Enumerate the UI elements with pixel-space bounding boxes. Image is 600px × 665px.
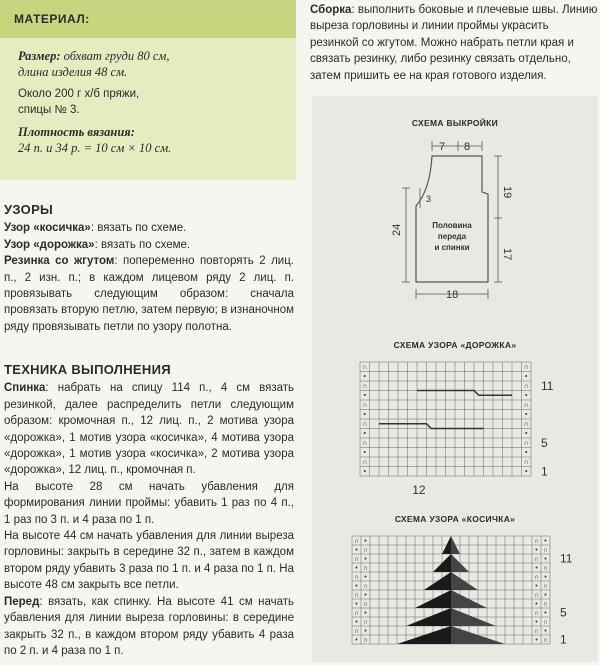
dim-top-left: 7 xyxy=(439,141,446,153)
track-stitch-symbol: • xyxy=(363,468,366,476)
braid-stitch-symbol: ∩ xyxy=(542,564,549,572)
yarn-line-2: спицы № 3. xyxy=(18,104,80,116)
pattern-schema-title: СХЕМА ВЫКРОЙКИ xyxy=(411,118,499,128)
braid-stitch-symbol: • xyxy=(535,582,538,590)
track-col-label: 12 xyxy=(412,483,426,494)
patterns-title: УЗОРЫ xyxy=(4,202,54,217)
braid-stitch-symbol: • xyxy=(355,636,358,644)
braid-row-label: 11 xyxy=(560,551,573,566)
armhole-paragraph: На высоте 28 см начать убавления для формирования линии проймы: убавить 1 раз по 4 п., 1 раз по 3 п. и 4 раза по 1 п. xyxy=(4,480,294,526)
braid-stitch-symbol: ∩ xyxy=(362,582,369,590)
braid-stitch-symbol: ∩ xyxy=(542,582,549,590)
dim-armhole: 3 xyxy=(426,194,432,204)
braid-stitch-symbol: ∩ xyxy=(353,627,360,635)
braid-stitch-symbol: ∩ xyxy=(353,591,360,599)
dim-bottom: 18 xyxy=(446,289,459,301)
track-schema-diagram xyxy=(312,354,598,494)
braid-stitch-symbol: • xyxy=(355,564,358,572)
track-row-label: 11 xyxy=(541,378,554,393)
track-stitch-symbol: • xyxy=(525,449,528,457)
track-stitch-symbol: • xyxy=(363,411,366,419)
track-stitch-symbol: ∩ xyxy=(523,383,529,391)
piece-label-3: и спинки xyxy=(434,243,470,252)
track-stitch-symbol: ∩ xyxy=(523,421,529,429)
track-stitch-symbol: ∩ xyxy=(362,459,368,467)
track-stitch-symbol: ∩ xyxy=(523,459,529,467)
braid-stitch-symbol: • xyxy=(535,600,538,608)
braid-stitch-symbol: • xyxy=(364,573,367,581)
braid-stitch-symbol: ∩ xyxy=(353,609,360,617)
track-stitch-symbol: ∩ xyxy=(362,364,368,372)
pattern-schema-diagram xyxy=(312,132,598,312)
dim-left-height: 24 xyxy=(391,223,403,236)
material-box xyxy=(0,0,296,180)
braid-stitch-symbol: • xyxy=(535,546,538,554)
braid-stitch-symbol: ∩ xyxy=(362,636,369,644)
braid-stitch-symbol: ∩ xyxy=(533,627,540,635)
track-stitch-symbol: • xyxy=(363,373,366,381)
braid-stitch-symbol: ∩ xyxy=(362,546,369,554)
track-stitch-symbol: ∩ xyxy=(523,402,529,410)
track-stitch-symbol: • xyxy=(525,430,528,438)
pattern-track: Узор «дорожка»: вязать по схеме. xyxy=(4,238,191,251)
track-stitch-symbol: • xyxy=(363,449,366,457)
braid-stitch-symbol: • xyxy=(535,636,538,644)
piece-label-2: переда xyxy=(437,232,467,241)
right-column xyxy=(310,0,600,665)
track-stitch-symbol: • xyxy=(525,392,528,400)
back-paragraph: Спинка: набрать на спицу 114 п., 4 см вязать резинкой, далее распределить петли следующим образом: кромочная п., 12 лиц. п., 2 мотива узора «дорожка», 1 мотив узора «косичка», 4 мотива узора «дорожка», 1 мотив узора «косичка», 2 мотива узора «дорожка», 12 лиц. п., кромочная п. xyxy=(4,382,294,477)
size-line xyxy=(18,48,282,80)
braid-stitch-symbol: ∩ xyxy=(542,600,549,608)
braid-schema-diagram xyxy=(312,528,598,658)
braid-stitch-symbol: • xyxy=(364,609,367,617)
pattern-outline xyxy=(416,156,488,282)
track-stitch-symbol: • xyxy=(525,468,528,476)
braid-stitch-symbol: • xyxy=(544,627,547,635)
braid-stitch-symbol: ∩ xyxy=(353,555,360,563)
track-stitch-symbol: ∩ xyxy=(523,440,529,448)
track-stitch-symbol: ∩ xyxy=(362,402,368,410)
dim-side-right-top: 19 xyxy=(501,186,513,199)
track-stitch-symbol: ∩ xyxy=(362,440,368,448)
density-line xyxy=(18,124,282,156)
front-paragraph: Перед: вязать, как спинку. На высоте 41 см начать убавления для линии выреза горловины: в середине закрыть 32 п., в каждом втором ряду убавить 4 раза по 2 п. и 4 раза по 1 п. xyxy=(4,595,294,657)
braid-stitch-symbol: ∩ xyxy=(353,573,360,581)
density-value: 24 п. и 34 р. = 10 см × 10 см. xyxy=(18,141,172,155)
braid-row-label: 5 xyxy=(560,605,567,620)
diagram-box xyxy=(312,96,598,662)
braid-stitch-symbol: ∩ xyxy=(362,618,369,626)
braid-stitch-symbol: • xyxy=(355,618,358,626)
track-line-bottom xyxy=(379,424,484,429)
track-row-label: 1 xyxy=(541,464,548,479)
track-stitch-symbol: ∩ xyxy=(523,364,529,372)
braid-stitch-symbol: • xyxy=(355,546,358,554)
braid-stitch-symbol: ∩ xyxy=(362,600,369,608)
patterns-section xyxy=(4,202,294,335)
size-value-2: длина изделия 48 см. xyxy=(18,65,128,79)
braid-row-label: 1 xyxy=(560,632,567,647)
neckline-paragraph: На высоте 44 см начать убавления для линии выреза горловины: закрыть в середине 32 п., затем в каждом втором ряду убавить 3 раза по 1 п. и 4 раза по 1 п. На высоте 48 см закрыть все петли. xyxy=(4,530,294,592)
braid-stitch-symbol: ∩ xyxy=(542,618,549,626)
braid-stitch-symbol: • xyxy=(364,591,367,599)
assembly-section xyxy=(310,2,600,84)
braid-stitch-symbol: ∩ xyxy=(533,555,540,563)
braid-stitch-symbol: ∩ xyxy=(353,537,360,545)
braid-stitch-symbol: • xyxy=(364,555,367,563)
braid-stitch-symbol: ∩ xyxy=(533,537,540,545)
braid-stitch-symbol: • xyxy=(544,555,547,563)
track-stitch-symbol: ∩ xyxy=(362,421,368,429)
density-label: Плотность вязания: xyxy=(18,125,135,139)
braid-stitch-symbol: • xyxy=(544,609,547,617)
yarn-line-1: Около 200 г х/б пряжи, xyxy=(18,88,140,100)
braid-stitch-symbol: ∩ xyxy=(533,609,540,617)
piece-label-1: Половина xyxy=(432,221,472,230)
technique-section xyxy=(4,362,294,659)
braid-stitch-symbol: ∩ xyxy=(533,591,540,599)
braid-stitch-symbol: • xyxy=(535,564,538,572)
material-body xyxy=(0,38,296,156)
track-stitch-symbol: • xyxy=(525,411,528,419)
pattern-rib: Резинка со жгутом: попеременно повторять 2 лиц. п., 2 изн. п.; в каждом лицевом ряду 2 лиц. п. провязывать следующим образом: сначала провязать вторую петлю, затем первую; в изнаночном ряду провязывать петли по узору полотна. xyxy=(4,255,294,333)
track-schema-title: СХЕМА УЗОРА «ДОРОЖКА» xyxy=(393,340,517,350)
dim-side-right-bottom: 17 xyxy=(501,248,513,261)
braid-stitch-symbol: • xyxy=(355,582,358,590)
braid-stitch-symbol: • xyxy=(535,618,538,626)
braid-stitch-symbol: • xyxy=(364,627,367,635)
size-value: обхват груди 80 см, xyxy=(63,49,170,63)
left-column xyxy=(0,0,298,665)
track-stitch-symbol: • xyxy=(363,430,366,438)
dim-top-right: 8 xyxy=(464,141,471,153)
material-header: МАТЕРИАЛ: xyxy=(0,0,296,38)
pattern-braid: Узор «косичка»: вязать по схеме. xyxy=(4,222,187,235)
braid-schema-title: СХЕМА УЗОРА «КОСИЧКА» xyxy=(394,514,516,524)
braid-stitch-symbol: ∩ xyxy=(542,636,549,644)
braid-stitch-symbol: ∩ xyxy=(542,546,549,554)
size-label: Размер: xyxy=(18,49,61,63)
braid-stitch-symbol: • xyxy=(544,573,547,581)
braid-stitch-symbol: • xyxy=(364,537,367,545)
braid-stitch-symbol: • xyxy=(355,600,358,608)
track-stitch-symbol: • xyxy=(363,392,366,400)
track-stitch-symbol: • xyxy=(525,373,528,381)
braid-stitch-symbol: • xyxy=(544,537,547,545)
braid-stitch-symbol: ∩ xyxy=(362,564,369,572)
braid-stitch-symbol: • xyxy=(544,591,547,599)
track-stitch-symbol: ∩ xyxy=(362,383,368,391)
assembly-paragraph: Сборка: выполнить боковые и плечевые швы. Линию выреза горловины и линии проймы украсить резинкой со жгутом. Можно набрать петли края и связать резинку, либо резинку связать отдельно, затем пришить ее на края готового изделия. xyxy=(310,4,598,82)
technique-title: ТЕХНИКА ВЫПОЛНЕНИЯ xyxy=(4,362,171,377)
yarn-line xyxy=(18,86,282,118)
track-row-label: 5 xyxy=(541,435,548,450)
braid-stitch-symbol: ∩ xyxy=(533,573,540,581)
